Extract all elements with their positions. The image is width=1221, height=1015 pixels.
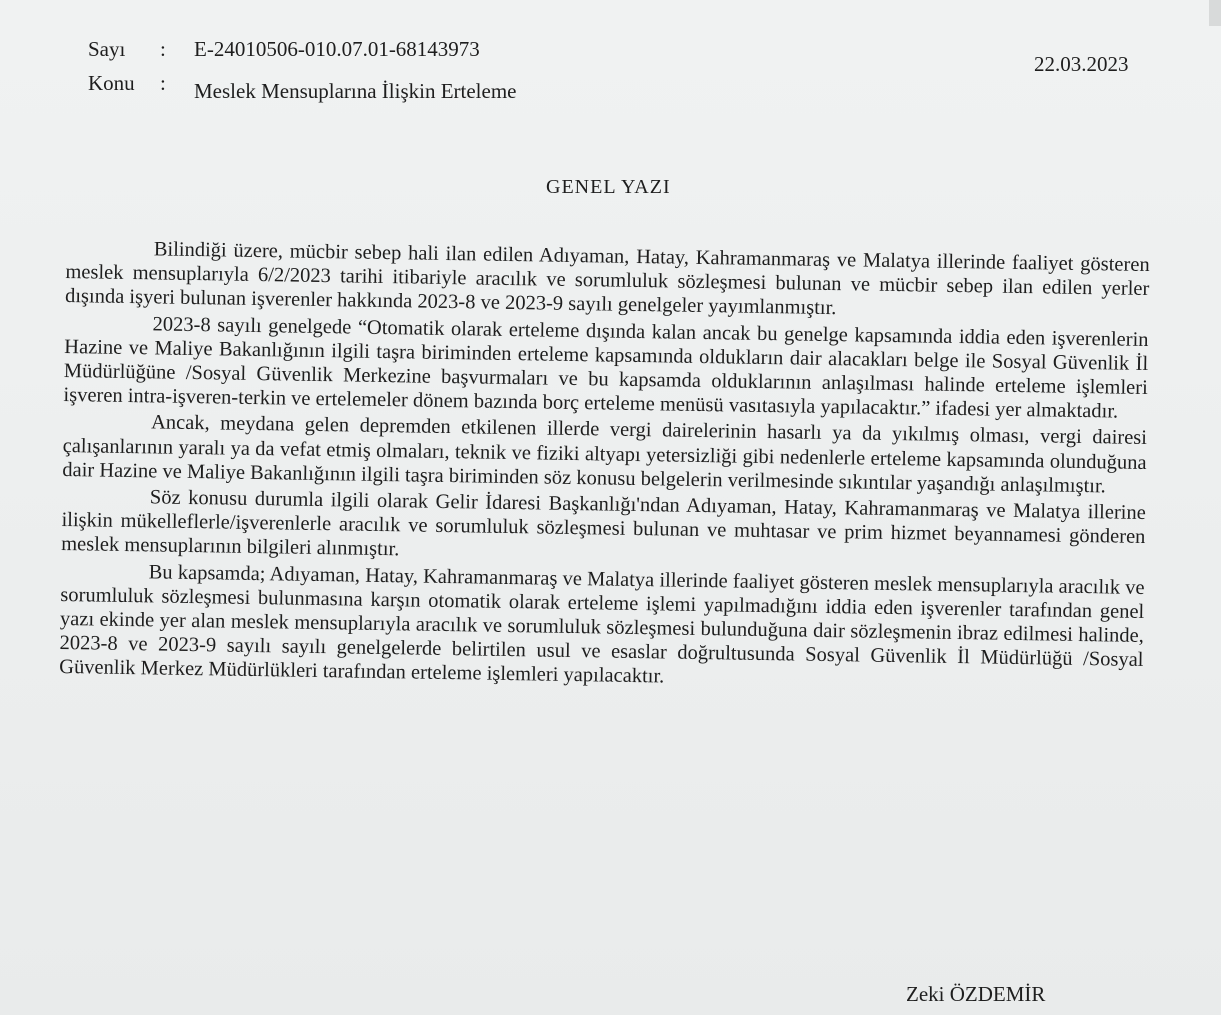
sayi-label: Sayı bbox=[88, 37, 126, 61]
document-date: 22.03.2023 bbox=[1034, 52, 1129, 76]
signature-name: Zeki ÖZDEMİR bbox=[906, 982, 1046, 1006]
paragraph-1: Bilindiği üzere, mücbir sebep hali ilan edilen Adıyaman, Hatay, Kahramanmaraş ve Malatya illerinde faaliyet gösteren meslek mensuplarıyla 6/2/2023 tarihi itibariyle aracılık ve sorumluluk sözleşmesi bulunan ve mücbir sebep ilan edilen yerler dışında işyeri bulunan işverenler hakkında 2023-8 ve 2023-9 sayılı genelgeler yayımlanmıştır. bbox=[64, 238, 1150, 320]
paragraph-4: Söz konusu durumla ilgili olarak Gelir İdaresi Başkanlığı'ndan Adıyaman, Hatay, Kahramanmaraş ve Malatya illerine ilişkin mükelleflerle/işverenlerle aracılık ve sorumluluk sözleşmesi bulunan ve muhtasar ve prim hizmet beyannamesi gönderen meslek mensuplarının bilgileri alınmıştır. bbox=[60, 486, 1146, 561]
konu-colon: : bbox=[160, 71, 166, 95]
screen-edge bbox=[1209, 0, 1221, 26]
paragraph-3: Ancak, meydana gelen depremden etkilenen illerde vergi dairelerinin hasarlı ya da yıkılmış olması, vergi dairesi çalışanlarının yaralı ya da vefat etmiş olmaları, teknik ve fiziki altyapı yetersizliği gibi nedenlerle erteleme kapsamında olunduğuna dair Hazine ve Maliye Bakanlığının ilgili taşra biriminden söz konusu belgelerin verilmesinde sıkıntılar yaşandığı anlaşılmıştır. bbox=[62, 411, 1148, 498]
document-body bbox=[59, 236, 1150, 699]
sayi-row bbox=[88, 36, 480, 62]
konu-label: Konu bbox=[88, 71, 135, 95]
paragraph-2: 2023-8 sayılı genelgede “Otomatik olarak erteleme dışında kalan ancak bu genelge kapsamında iddia eden işverenlerin Hazine ve Maliye Bakanlığının ilgili taşra biriminden erteleme kapsamında oldukların dair alacakları belge ile Sosyal Güvenlik İl Müdürlüğüne /Sosyal Güvenlik Merkezine başvurmaları ve bu kapsamda olduklarının anlaşılması halinde erteleme işlemleri işveren intra-işveren-terkin ve ertelemeler dönem bazında borç erteleme menüsü vasıtasıyla yapılacaktır.” ifadesi yer almaktadır. bbox=[63, 312, 1149, 423]
konu-value: Meslek Mensuplarına İlişkin Erteleme bbox=[194, 79, 517, 103]
sayi-value: E-24010506-010.07.01-68143973 bbox=[194, 37, 480, 61]
sayi-colon: : bbox=[160, 37, 166, 61]
document-title: GENEL YAZI bbox=[546, 176, 671, 198]
paragraph-5: Bu kapsamda; Adıyaman, Hatay, Kahramanmaraş ve Malatya illerinde faaliyet gösteren meslek mensuplarıyla aracılık ve sorumluluk sözleşmesi bulunmasına karşın otomatik olarak erteleme işlemi yapılmadığını iddia eden işverenler tarafından genel yazı ekinde yer alan meslek mensuplarıyla aracılık ve sorumluluk sözleşmesi bulunduğuna dair sözleşmenin ibraz edilmesi halinde, 2023-8 ve 2023-9 sayılı sayılı genelgelerde belirtilen usul ve esaslar doğrultusunda Sosyal Güvenlik İl Müdürlüğü /Sosyal Güvenlik Merkez Müdürlükleri tarafından erteleme işlemleri yapılacaktır. bbox=[59, 560, 1145, 688]
konu-row bbox=[88, 70, 517, 103]
